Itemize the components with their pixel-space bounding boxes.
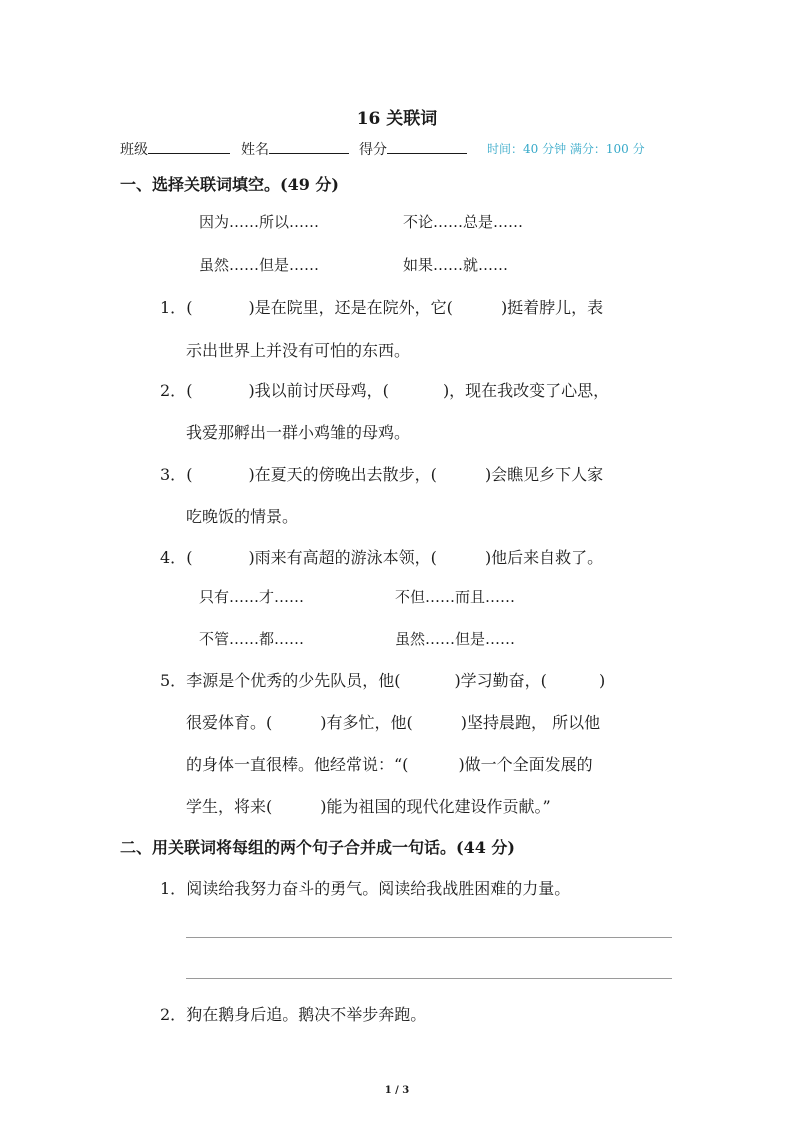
name-blank[interactable]	[269, 140, 349, 154]
question-5	[160, 668, 605, 691]
q-text: )坚持晨跑， 所以他	[460, 713, 601, 732]
q-text: )能为祖国的现代化建设作贡献。”	[320, 797, 551, 816]
question-number: 1．	[160, 298, 187, 317]
q-text: (	[186, 548, 193, 567]
q-text: )会瞧见乡下人家	[484, 465, 604, 484]
word-option: 不论……总是……	[403, 213, 524, 231]
q-text: 的身体一直很棒。他经常说：“(	[186, 755, 409, 774]
question-5-line-2	[186, 710, 600, 733]
question-4	[160, 545, 603, 568]
q-text: 学生，将来(	[186, 797, 273, 816]
class-field	[120, 139, 230, 159]
q-text: (	[186, 298, 193, 317]
section-2-question-1	[160, 876, 570, 899]
q-text: )做一个全面发展的	[458, 755, 593, 774]
question-number: 4．	[160, 548, 187, 567]
word-option: 不但……而且……	[395, 588, 516, 606]
word-option: 如果……就……	[403, 256, 509, 274]
time-score-info: 时间：40 分钟 满分：100 分	[487, 142, 645, 156]
score-label: 得分	[359, 142, 387, 158]
score-blank[interactable]	[387, 140, 467, 154]
q-text: )，现在我改变了心思，	[442, 381, 610, 400]
q-text: 阅读给我努力奋斗的勇气。阅读给我战胜困难的力量。	[186, 879, 571, 898]
q-text: )	[598, 671, 606, 690]
word-option: 虽然……但是……	[199, 256, 320, 274]
question-number: 5．	[160, 671, 187, 690]
question-3	[160, 462, 603, 485]
class-label: 班级	[120, 142, 148, 158]
question-number: 1．	[160, 879, 187, 898]
name-label: 姓名	[241, 142, 269, 158]
class-blank[interactable]	[148, 140, 230, 154]
question-1	[160, 295, 603, 318]
answer-line[interactable]	[186, 978, 672, 979]
question-number: 3．	[160, 465, 187, 484]
q-text: (	[186, 465, 193, 484]
question-2-continued: 我爱那孵出一群小鸡雏的母鸡。	[186, 423, 411, 442]
word-option: 只有……才……	[199, 588, 305, 606]
q-text: )是在院里，还是在院外，它(	[248, 298, 453, 317]
section-1-heading: 一、选择关联词填空。(49 分)	[120, 175, 339, 194]
score-field	[359, 139, 467, 159]
word-option: 因为……所以……	[199, 213, 320, 231]
q-text: )有多忙，他(	[320, 713, 413, 732]
q-text: 李源是个优秀的少先队员，他(	[186, 671, 401, 690]
word-option: 不管……都……	[199, 630, 305, 648]
q-text: 很爱体育。(	[186, 713, 273, 732]
page-title: 16 关联词	[356, 109, 438, 129]
q-text: 狗在鹅身后追。鹅决不举步奔跑。	[186, 1005, 427, 1024]
q-text: (	[186, 381, 193, 400]
name-field	[241, 139, 349, 159]
q-text: )在夏天的傍晚出去散步，(	[248, 465, 437, 484]
q-text: )我以前讨厌母鸡，(	[248, 381, 389, 400]
section-2-heading: 二、用关联词将每组的两个句子合并成一句话。(44 分)	[120, 838, 515, 857]
page-number: 1 / 3	[384, 1085, 410, 1096]
word-option: 虽然……但是……	[395, 630, 516, 648]
question-number: 2．	[160, 1005, 187, 1024]
q-text: )雨来有高超的游泳本领，(	[248, 548, 437, 567]
question-1-continued: 示出世界上并没有可怕的东西。	[186, 341, 411, 360]
q-text: )挺着脖儿，表	[500, 298, 604, 317]
question-5-line-3	[186, 752, 593, 775]
question-5-line-4	[186, 794, 551, 817]
question-number: 2．	[160, 381, 187, 400]
section-2-question-2	[160, 1002, 426, 1025]
q-text: )学习勤奋，(	[454, 671, 547, 690]
question-3-continued: 吃晚饭的情景。	[186, 507, 299, 526]
q-text: )他后来自救了。	[484, 548, 604, 567]
question-2	[160, 378, 609, 401]
answer-line[interactable]	[186, 937, 672, 938]
